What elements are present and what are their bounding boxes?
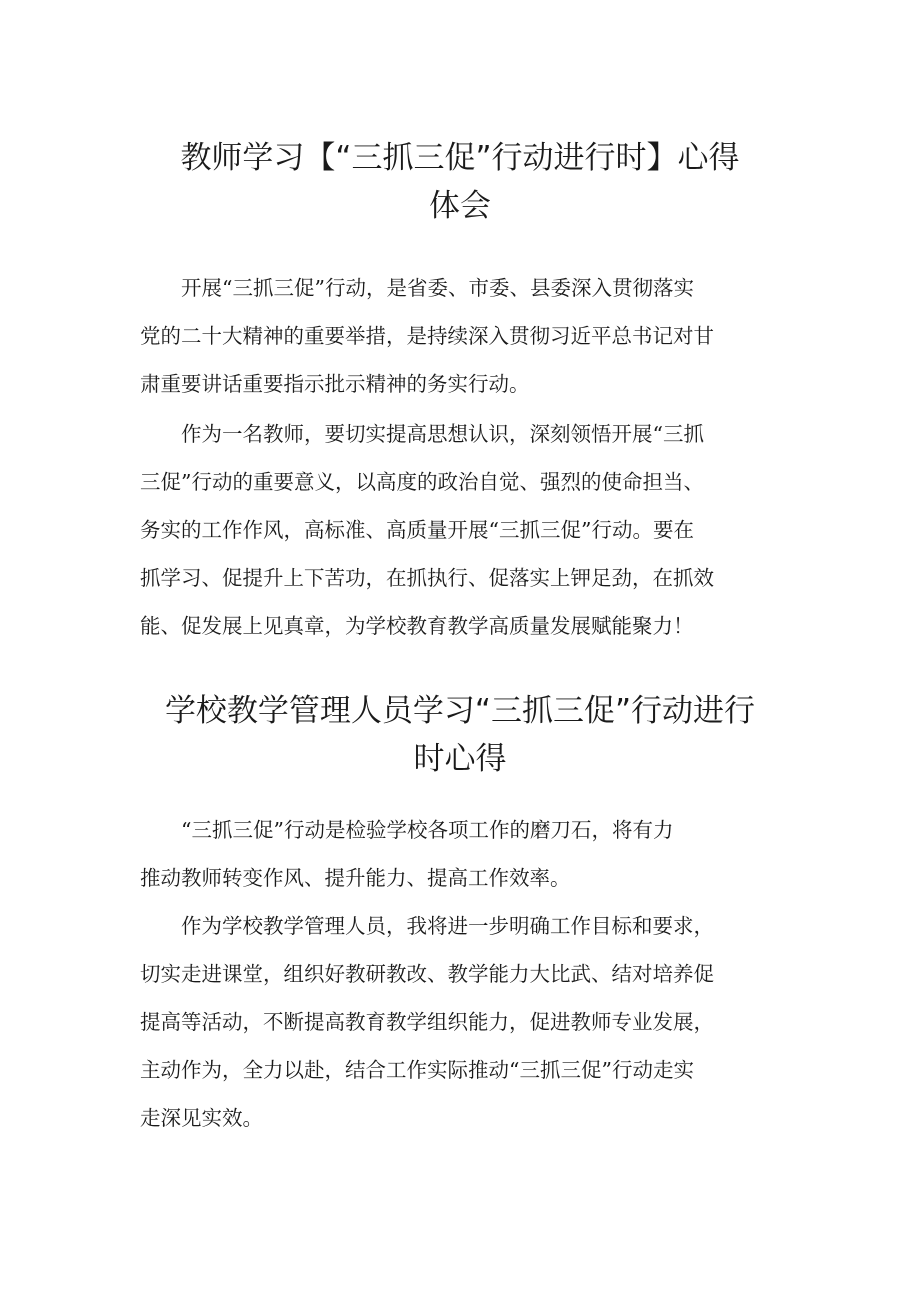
section-2-title-line: 时心得 — [413, 741, 507, 777]
paragraph-line: 作为学校教学管理人员，我将进一步明确工作目标和要求， — [140, 914, 714, 938]
paragraph-line: 主动作为，全力以赴，结合工作实际推动“三抓三促”行动走实 — [140, 1058, 694, 1082]
paragraph-line: 三促”行动的重要意义，以高度的政治自觉、强烈的使命担当、 — [140, 470, 704, 494]
paragraph-line: “三抓三促”行动是检验学校各项工作的磨刀石，将有力 — [140, 818, 674, 842]
section-2-title — [120, 687, 800, 783]
section-2-title-line: 学校教学管理人员学习“三抓三促”行动进行 — [164, 693, 756, 729]
section-1-paragraph-1 — [140, 264, 800, 408]
paragraph-line: 肃重要讲话重要指示批示精神的务实行动。 — [140, 372, 530, 396]
paragraph-line: 推动教师转变作风、提升能力、提高工作效率。 — [140, 866, 571, 890]
paragraph-line: 党的二十大精神的重要举措，是持续深入贯彻习近平总书记对甘 — [140, 324, 714, 348]
section-1-title-line: 体会 — [429, 188, 491, 224]
paragraph-line: 能、促发展上见真章，为学校教育教学高质量发展赋能聚力！ — [140, 614, 694, 638]
paragraph-line: 务实的工作作风，高标准、高质量开展“三抓三促”行动。要在 — [140, 518, 694, 542]
paragraph-line: 走深见实效。 — [140, 1106, 263, 1130]
section-1-title — [120, 134, 800, 230]
paragraph-line: 提高等活动，不断提高教育教学组织能力，促进教师专业发展， — [140, 1010, 714, 1034]
paragraph-line: 开展“三抓三促”行动，是省委、市委、县委深入贯彻落实 — [140, 276, 694, 300]
section-1-title-line: 教师学习【“三抓三促”行动进行时】心得 — [180, 140, 740, 176]
paragraph-line: 作为一名教师，要切实提高思想认识，深刻领悟开展“三抓 — [140, 422, 704, 446]
section-1-paragraph-2 — [140, 410, 800, 650]
section-2-paragraph-2 — [140, 902, 800, 1142]
section-2-paragraph-1 — [140, 806, 800, 902]
paragraph-line: 切实走进课堂，组织好教研教改、教学能力大比武、结对培养促 — [140, 962, 714, 986]
paragraph-line: 抓学习、促提升上下苦功，在抓执行、促落实上钾足劲，在抓效 — [140, 566, 714, 590]
